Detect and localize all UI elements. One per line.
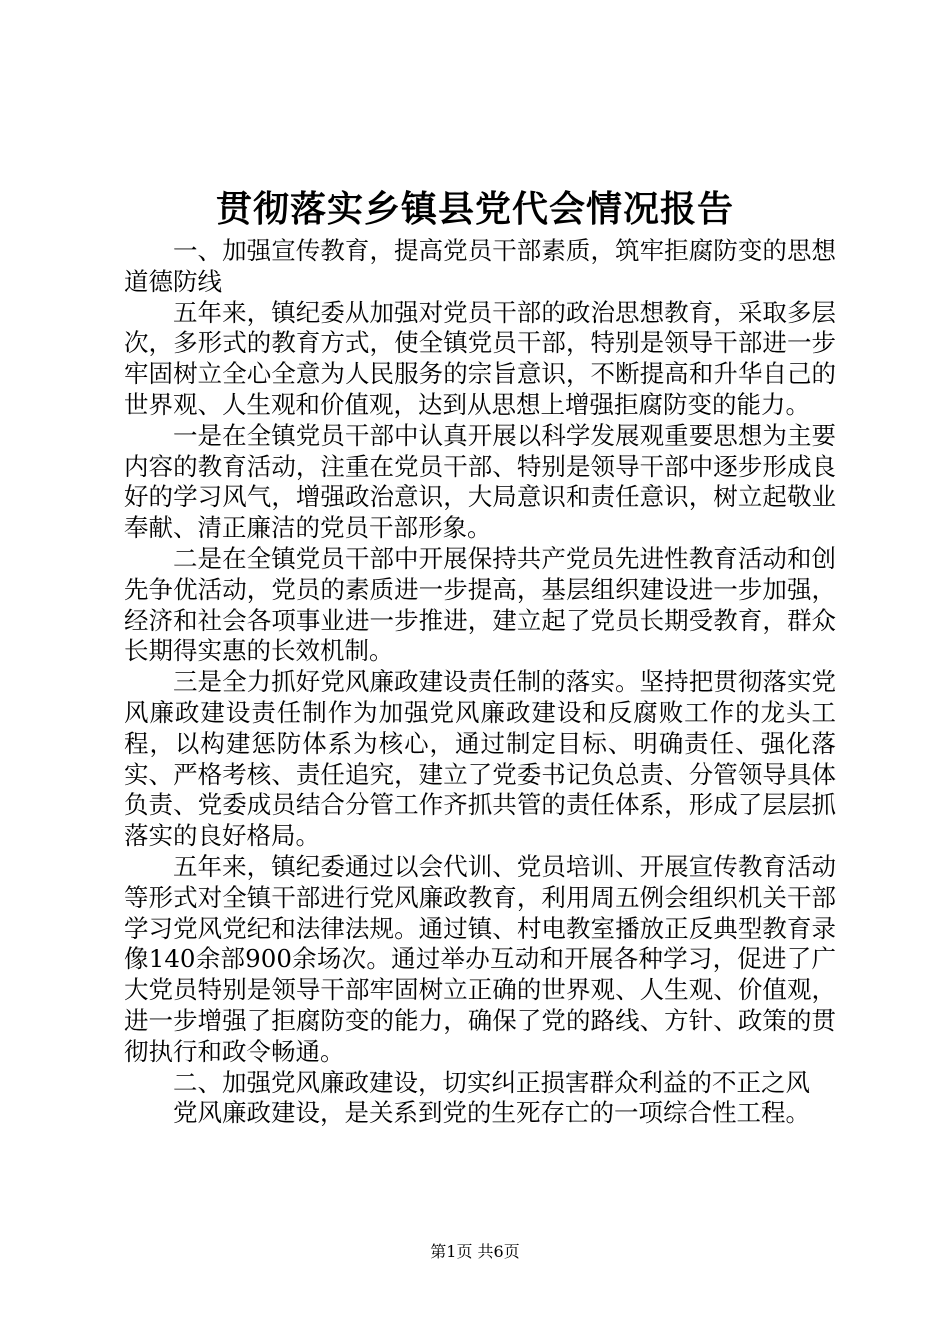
paragraph-6: 党风廉政建设，是关系到党的生死存亡的一项综合性工程。 — [173, 1098, 810, 1128]
paragraph-4: 三是全力抓好党风廉政建设责任制的落实。坚持把贯彻落实党风廉政建设责任制作为加强党风廉政建设和反腐败工作的龙头工程，以构建惩防体系为核心，通过制定目标、明确责任、强化落实、严格考核、责任追究，建立了党委书记负总责、分管领导具体负责、党委成员结合分管工作齐抓共管的责任体系，形成了层层抓落实的良好格局。 — [124, 667, 836, 851]
paragraph-5: 五年来，镇纪委通过以会代训、党员培训、开展宣传教育活动等形式对全镇干部进行党风廉政教育，利用周五例会组织机关干部学习党风党纪和法律法规。通过镇、村电教室播放正反典型教育录像140余部900余场次。通过举办互动和开展各种学习，促进了广大党员特别是领导干部牢固树立正确的世界观、人生观、价值观，进一步增强了拒腐防变的能力，确保了党的路线、方针、政策的贯彻执行和政令畅通。 — [124, 851, 836, 1066]
document-body — [124, 236, 836, 1129]
document-title: 贯彻落实乡镇县党代会情况报告 — [215, 188, 734, 230]
paragraph-3: 二是在全镇党员干部中开展保持共产党员先进性教育活动和创先争优活动，党员的素质进一步提高，基层组织建设进一步加强，经济和社会各项事业进一步推进，建立起了党员长期受教育，群众长期得实惠的长效机制。 — [124, 543, 836, 666]
section-heading-1: 一、加强宣传教育，提高党员干部素质，筑牢拒腐防变的思想道德防线 — [124, 236, 836, 296]
paragraph-2: 一是在全镇党员干部中认真开展以科学发展观重要思想为主要内容的教育活动，注重在党员干部、特别是领导干部中逐步形成良好的学习风气，增强政治意识，大局意识和责任意识，树立起敬业奉献、清正廉洁的党员干部形象。 — [124, 420, 836, 543]
section-heading-2: 二、加强党风廉政建设，切实纠正损害群众利益的不正之风 — [173, 1067, 810, 1097]
paragraph-1: 五年来，镇纪委从加强对党员干部的政治思想教育，采取多层次，多形式的教育方式，使全镇党员干部，特别是领导干部进一步牢固树立全心全意为人民服务的宗旨意识，不断提高和升华自己的世界观、人生观和价值观，达到从思想上增强拒腐防变的能力。 — [124, 297, 836, 419]
page-footer: 第1页 共6页 — [430, 1242, 520, 1261]
